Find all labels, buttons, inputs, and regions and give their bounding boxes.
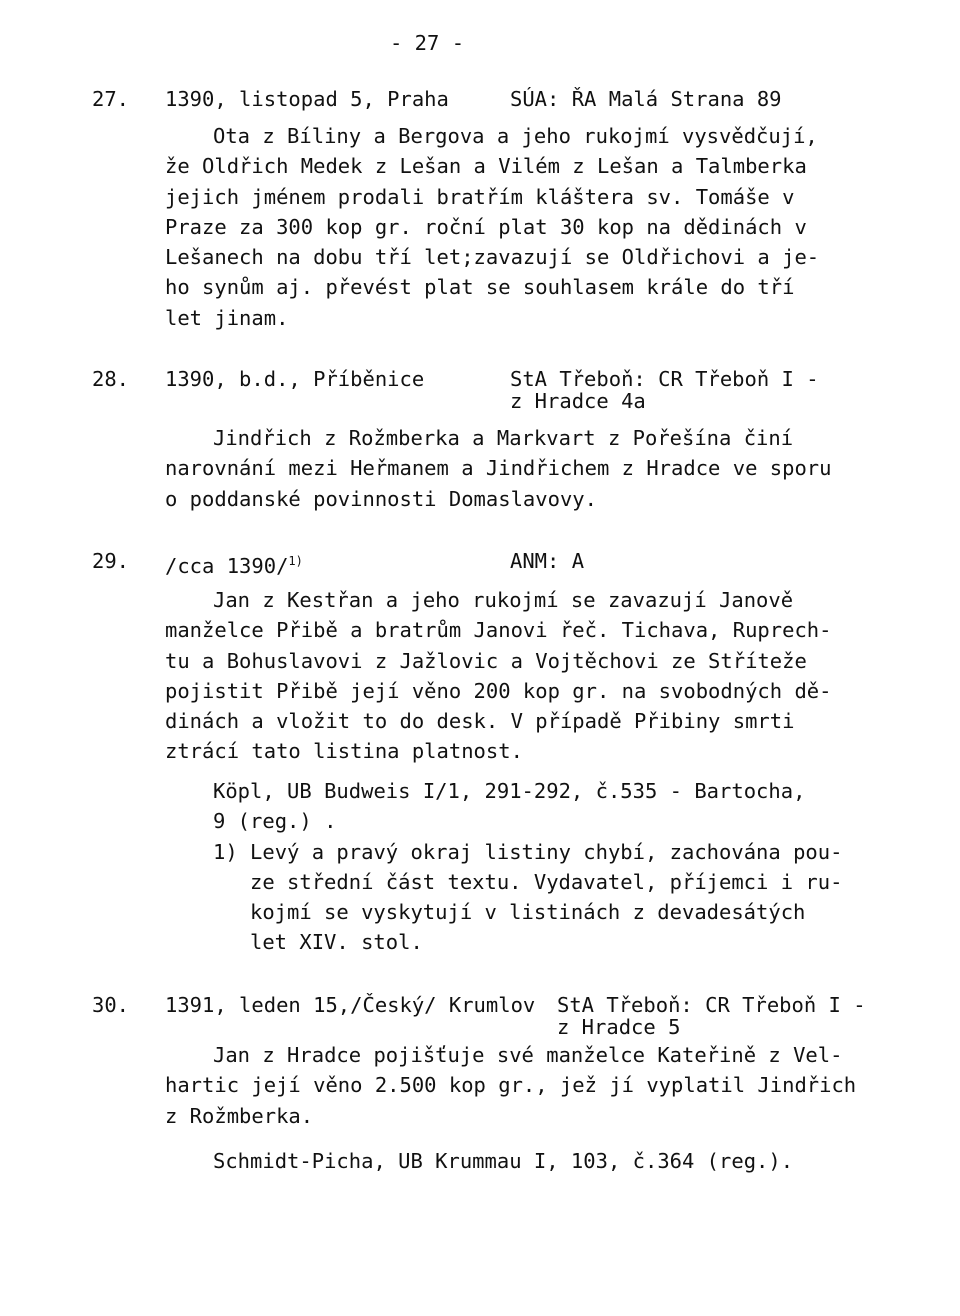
text-line: Jan z Kestřan a jeho rukojmí se zavazují Janově: [213, 588, 794, 612]
text-line: Lešanech na dobu tří let;zavazují se Oldřichovi a je-: [165, 245, 820, 270]
entry-number: 28.: [92, 367, 130, 391]
text-line: hartic její věno 2.500 kop gr., jež jí vyplatil Jindřich: [165, 1073, 857, 1098]
text-line: dinách a vložit to do desk. V případě Přibiny smrti: [165, 709, 795, 734]
entry-date: [165, 546, 303, 581]
archive-reference-cont: z Hradce 5: [557, 1015, 681, 1039]
footnote-marker: 1): [288, 554, 303, 568]
entry-date-text: /cca 1390/: [165, 554, 289, 578]
text-line: Köpl, UB Budweis I/1, 291-292, č.535 - Bartocha,: [213, 779, 806, 803]
archive-reference: StA Třeboň: CR Třeboň I -: [510, 367, 819, 391]
text-line: jejich jménem prodali bratřím kláštera sv. Tomáše v: [165, 184, 795, 209]
entry-number: 29.: [92, 549, 130, 573]
archive-reference: StA Třeboň: CR Třeboň I -: [557, 993, 866, 1017]
entry-date: 1390, b.d., Příběnice: [165, 367, 425, 391]
footnote-line: let XIV. stol.: [250, 930, 423, 955]
literature-references: [165, 1146, 855, 1176]
text-line: 9 (reg.) .: [213, 809, 337, 834]
entry-date: 1390, listopad 5, Praha: [165, 87, 449, 111]
text-line: ztrácí tato listina platnost.: [165, 739, 523, 764]
text-line: o poddanské povinnosti Domaslavovy.: [165, 486, 597, 511]
text-line: Ota z Bíliny a Bergova a jeho rukojmí vysvědčují,: [213, 124, 818, 148]
archive-reference-cont: z Hradce 4a: [510, 389, 646, 413]
text-line: tu a Bohuslavovi z Jažlovic a Vojtěchovi ze Stříteže: [165, 648, 807, 673]
text-line: manželce Přibě a bratrům Janovi řeč. Tichava, Ruprech-: [165, 618, 832, 643]
entry-number: 30.: [92, 993, 130, 1017]
text-line: let jinam.: [165, 305, 289, 330]
entry-date: 1391, leden 15,/Český/ Krumlov: [165, 993, 536, 1017]
text-line: Jindřich z Rožmberka a Markvart z Pořešína činí: [213, 426, 794, 450]
footnote-line: ze střední část textu. Vydavatel, příjemci i ru-: [250, 869, 843, 894]
page-number: - 27 -: [390, 31, 465, 55]
text-line: Jan z Hradce pojišťuje své manželce Kateřině z Vel-: [213, 1043, 843, 1067]
regest-text: [165, 121, 855, 333]
text-line: z Rožmberka.: [165, 1103, 314, 1128]
archive-reference: ANM: A: [510, 549, 585, 573]
text-line: ho synům aj. převést plat se souhlasem krále do tří: [165, 275, 795, 300]
text-line: narovnání mezi Heřmanem a Jindřichem z Hradce ve sporu: [165, 456, 832, 481]
literature-references: [165, 776, 855, 958]
footnote-line: 1) Levý a pravý okraj listiny chybí, zachována pou-: [213, 839, 843, 864]
text-line: Schmidt-Picha, UB Krummau I, 103, č.364 (reg.).: [213, 1149, 794, 1173]
entry-number: 27.: [92, 87, 130, 111]
regest-text: [165, 585, 855, 767]
regest-text: [165, 1040, 855, 1131]
text-line: pojistit Přibě její věno 200 kop gr. na svobodných dě-: [165, 678, 832, 703]
text-line: Praze za 300 kop gr. roční plat 30 kop na dědinách v: [165, 214, 807, 239]
footnote-line: kojmí se vyskytují v listinách z devadesátých: [250, 900, 806, 925]
text-line: že Oldřich Medek z Lešan a Vilém z Lešan a Talmberka: [165, 154, 807, 179]
regest-text: [165, 423, 855, 514]
archive-reference: SÚA: ŘA Malá Strana 89: [510, 87, 782, 111]
